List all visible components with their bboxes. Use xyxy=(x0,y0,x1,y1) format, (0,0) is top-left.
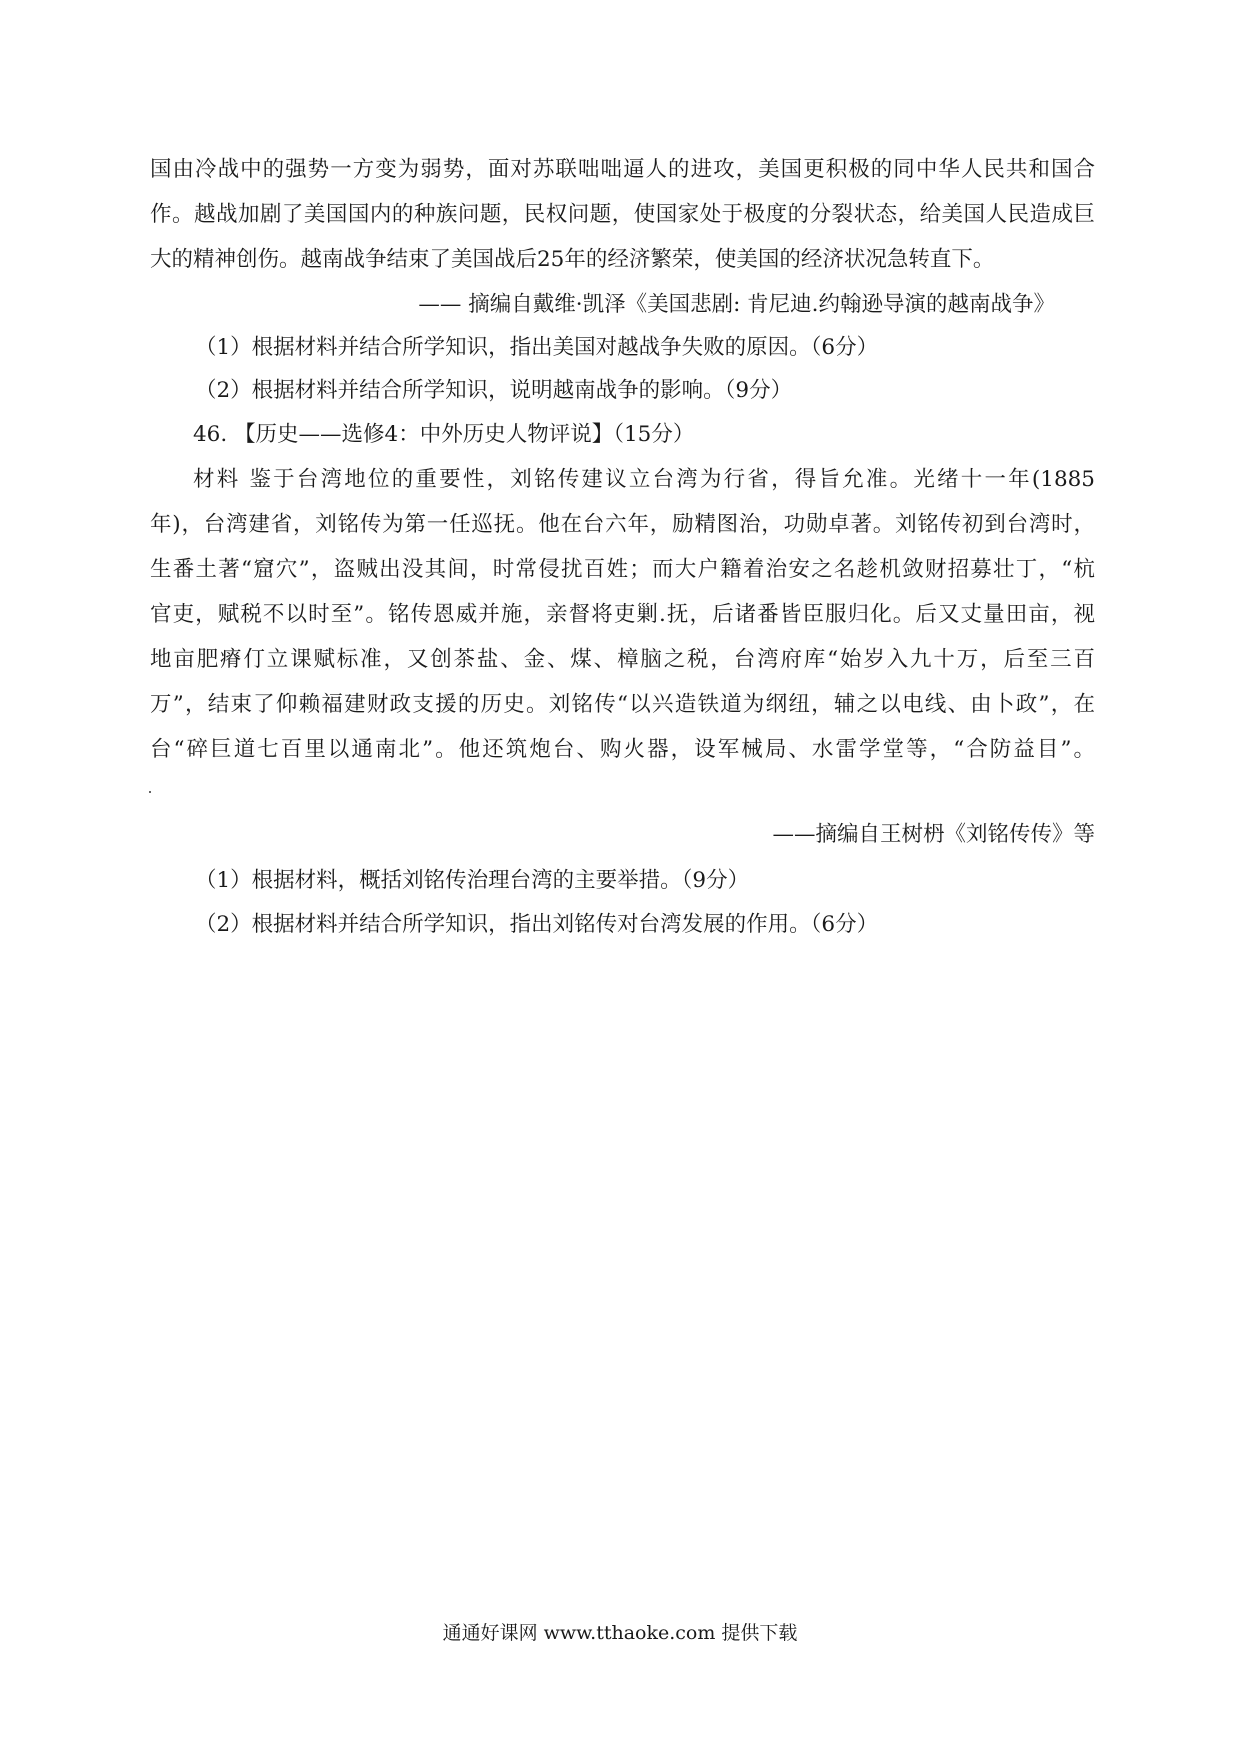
passage-line-2: 作。越战加剧了美国国内的种族问题，民权问题，使国家处于极度的分裂状态，给美国人民造成巨 xyxy=(150,202,1095,227)
stray-mark xyxy=(149,791,151,793)
material-line-4: 官吏，赋税不以时至”。铭传恩威并施，亲督将吏剿.抚，后诸番皆臣服归化。后又丈量田亩，视 xyxy=(150,602,1095,627)
passage-source: —— 摘编自戴维·凯泽《美国悲剧: 肯尼迪.约翰逊导演的越南战争》 xyxy=(418,292,1055,317)
passage-line-1: 国由冷战中的强势一方变为弱势，面对苏联咄咄逼人的进攻，美国更积极的同中华人民共和国合 xyxy=(150,157,1095,182)
question-46-heading: 46. 【历史——选修4：中外历史人物评说】（15分） xyxy=(193,422,695,447)
question-46-1: （1）根据材料，概括刘铭传治理台湾的主要举措。（9分） xyxy=(195,868,750,893)
material-line-7: 台“碎巨道七百里以通南北”。他还筑炮台、购火器，设军械局、水雷学堂等，“合防益目”。 xyxy=(150,737,1095,762)
question-46-2: （2）根据材料并结合所学知识，指出刘铭传对台湾发展的作用。（6分） xyxy=(195,912,879,937)
material-line-1: 材料 鉴于台湾地位的重要性，刘铭传建议立台湾为行省，得旨允准。光绪十一年(1885 xyxy=(193,467,1095,492)
material-source: ——摘编自王树枬《刘铭传传》等 xyxy=(772,822,1095,847)
footer-watermark: 通通好课网 www.tthaoke.com 提供下载 xyxy=(442,1622,798,1644)
question-45-2: （2）根据材料并结合所学知识，说明越南战争的影响。（9分） xyxy=(195,378,793,403)
material-line-6: 万”，结束了仰赖福建财政支援的历史。刘铭传“以兴造铁道为纲纽，辅之以电线、由卜政”，在 xyxy=(150,692,1095,717)
material-line-5: 地亩肥瘠仃立课赋标准，又创茶盐、金、煤、樟脑之税，台湾府库“始岁入九十万，后至三百 xyxy=(150,647,1095,672)
material-line-2: 年)，台湾建省，刘铭传为第一任巡抚。他在台六年，励精图治，功勋卓著。刘铭传初到台湾时， xyxy=(150,512,1095,537)
question-45-1: （1）根据材料并结合所学知识，指出美国对越战争失败的原因。（6分） xyxy=(195,335,879,360)
material-line-3: 生番土著“窟穴”，盗贼出没其间，时常侵扰百姓；而大户籍着治安之名趁机敛财招募壮丁，“杭 xyxy=(150,557,1095,582)
passage-line-3: 大的精神创伤。越南战争结束了美国战后25年的经济繁荣，使美国的经济状况急转直下。 xyxy=(150,247,995,272)
